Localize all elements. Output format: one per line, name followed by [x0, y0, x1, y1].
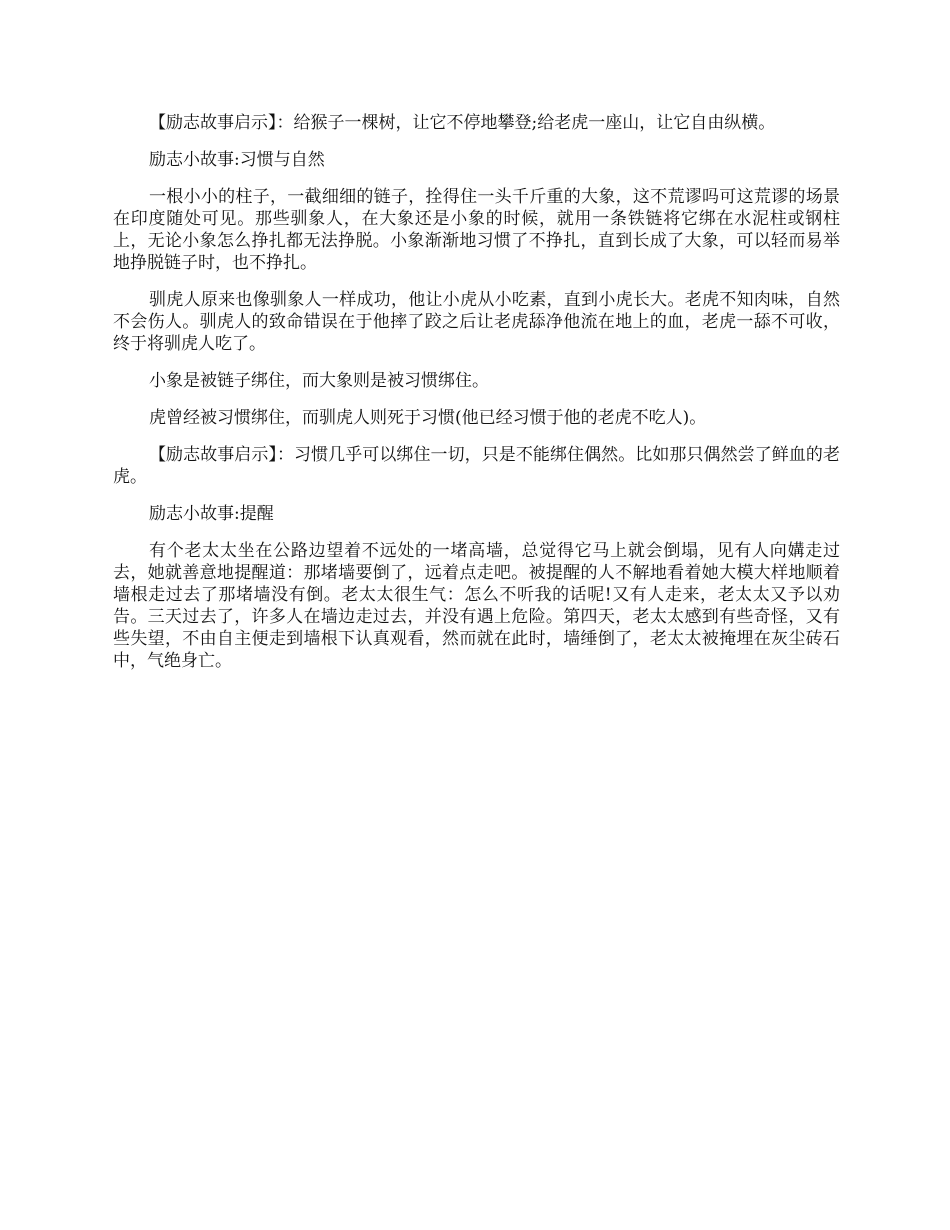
paragraph-3: 一根小小的柱子，一截细细的链子，拴得住一头千斤重的大象，这不荒谬吗可这荒谬的场景在印度随处可见。那些驯象人，在大象还是小象的时候，就用一条铁链将它绑在水泥柱或钢柱上，无论小象怎么挣扎都无法挣脱。小象渐渐地习惯了不挣扎，直到长成了大象，可以轻而易举地挣脱链子时，也不挣扎。 — [113, 187, 840, 273]
paragraph-1: 【励志故事启示】：给猴子一棵树，让它不停地攀登;给老虎一座山，让它自由纵横。 — [149, 113, 776, 133]
paragraph-9: 有个老太太坐在公路边望着不远处的一堵高墙，总觉得它马上就会倒塌，见有人向媾走过去，她就善意地提醒道：那堵墙要倒了，远着点走吧。被提醒的人不解地看着她大模大样地顺着墙根走过去了那堵墙没有倒。老太太很生气：怎么不听我的话呢!又有人走来，老太太又予以劝告。三天过去了，许多人在墙边走过去，并没有遇上危险。第四天，老太太感到有些奇怪，又有些失望，不由自主便走到墙根下认真观看，然而就在此时，墙缍倒了，老太太被掩埋在灰尘砖石中，气绝身亡。 — [113, 541, 840, 671]
paragraph-4: 驯虎人原来也像驯象人一样成功，他让小虎从小吃素，直到小虎长大。老虎不知肉味，自然不会伤人。驯虎人的致命错误在于他摔了跤之后让老虎舔净他流在地上的血，老虎一舔不可收，终于将驯虎人吃了。 — [113, 290, 840, 354]
paragraph-5: 小象是被链子绑住，而大象则是被习惯绑住。 — [149, 371, 489, 391]
story-heading-reminder: 励志小故事:提醒 — [149, 504, 274, 524]
story-heading-habit: 励志小故事:习惯与自然 — [149, 150, 325, 170]
paragraph-7: 【励志故事启示】：习惯几乎可以绑住一切，只是不能绑住偶然。比如那只偶然尝了鲜血的老虎。 — [113, 445, 840, 487]
document-body — [113, 112, 840, 687]
paragraph-6: 虎曾经被习惯绑住，而驯虎人则死于习惯(他已经习惯于他的老虎不吃人)。 — [149, 408, 707, 428]
